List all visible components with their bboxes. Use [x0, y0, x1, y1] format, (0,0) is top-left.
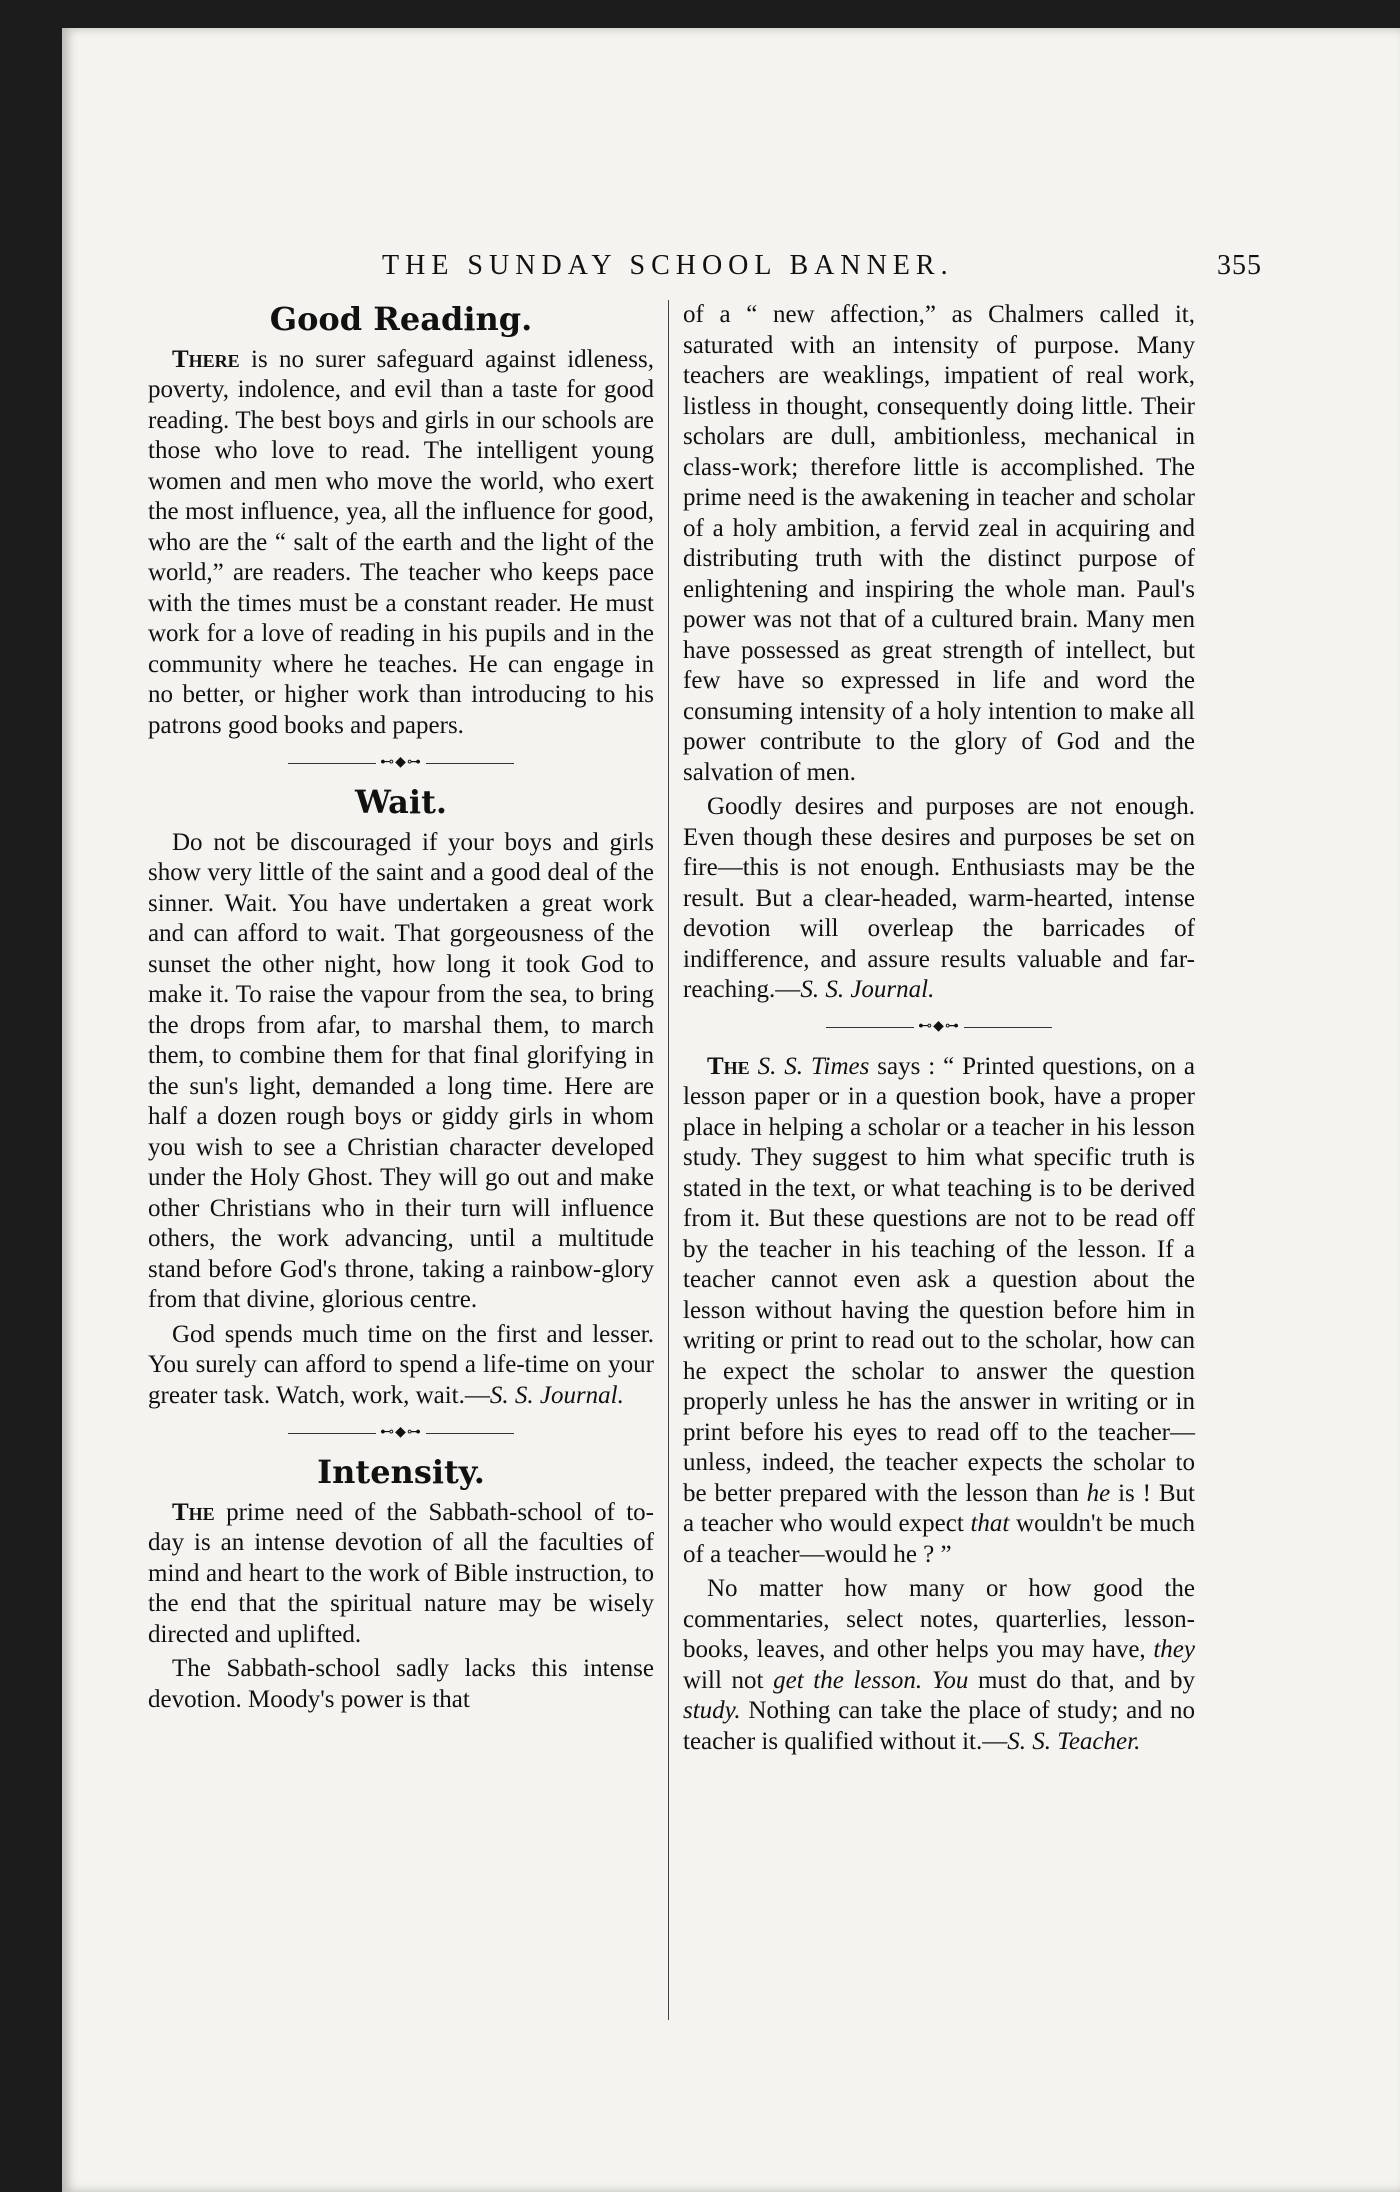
article-intensity [148, 1453, 654, 1715]
paragraph-text: must do that, and by [968, 1666, 1195, 1694]
paragraph-text: wouldn't be much of a teacher—would he ? ” [683, 1510, 1195, 1568]
article-paragraph [683, 1574, 1195, 1757]
ornament-glyph: ⊷◆⊶ [918, 1019, 960, 1035]
article-wait [148, 783, 654, 1411]
ornament-rule [826, 1027, 914, 1028]
article-paragraph [148, 345, 654, 742]
article-paragraph: Do not be discouraged if your boys and girls show very little of the saint and a good deal of the sinner. Wait. You have undertaken a great work and can afford to wait. That gorgeousness of the sunset the other night, how long it took God to make it. To raise the vapour from the sea, to bring the drops from afar, to marshal them, to march them, to combine them for that final glorifying in the sun's light, demanded a long time. Here are half a dozen rough boys or giddy girls in whom you wish to see a Christian character developed under the Holy Ghost. They will go out and make other Christians who in their turn will influence others, the work advancing, until a multitude stand before God's throne, taking a rainbow-glory from that divine, glorious centre. [148, 828, 654, 1313]
paper-name: S. S. Times [757, 1052, 870, 1080]
source-citation: S. S. Teacher. [1007, 1727, 1141, 1755]
emphasis: You [931, 1666, 969, 1694]
article-paragraph [683, 792, 1195, 1006]
ornament-rule [426, 1433, 514, 1434]
article-paragraph: The Sabbath-school sadly lacks this intense devotion. Moody's power is that [148, 1655, 654, 1713]
paragraph-text: will not [683, 1666, 774, 1694]
right-column [683, 300, 1195, 1757]
ornament-glyph: ⊷◆⊶ [380, 754, 422, 770]
paragraph-text: “ Printed questions, on a lesson paper or in a question book, have a proper place in helping a scholar or a teacher in his lesson study. They suggest to him what specific truth is stated in the text, or what teaching is to be derived from it. But these questions are not to be read off by the teacher in his teaching of the lesson. If a teacher cannot even ask a question about the lesson without having the question before him in writing or print to read out to the scholar, how can he expect the scholar to answer the question properly unless he has the answer in writing or in print before his eyes to read off to the teacher—unless, indeed, the teacher expects the scholar to be better prepared with the lesson than [683, 1052, 1195, 1507]
paragraph-text: is no surer safeguard against idleness, poverty, indolence, and evil than a taste for good reading. The best boys and girls in our schools are those who love to read. The intelligent young women and men who move the world, who exert the most influence, yea, all the influence for good, who are the “ salt of the earth and the light of the world,” are readers. The teacher who keeps pace with the times must be a constant reader. He must work for a love of reading in his pupils and in the community where he teaches. He can engage in no better, or higher work than introducing to his patrons good books and papers. [148, 345, 654, 739]
article-title: Intensity. [317, 1453, 485, 1491]
publication-title: THE SUNDAY SCHOOL BANNER. [382, 250, 954, 281]
article-good-reading [148, 300, 654, 741]
article-title: Good Reading. [269, 300, 533, 338]
section-ornament [683, 1020, 1195, 1036]
paragraph-text: God spends much time on the first and lesser. You surely can afford to spend a life-time on your greater task. Watch, work, wait.— [148, 1320, 654, 1409]
article-title: Wait. [355, 783, 447, 821]
emphasis: he [1086, 1479, 1111, 1507]
paragraph-text: Nothing can take the place of study; and no teacher is qualified without it.— [683, 1697, 1195, 1755]
paragraph-text: is ! But a teacher who would expect [683, 1479, 1195, 1537]
column-divider [668, 300, 669, 2020]
source-citation: S. S. Journal. [489, 1381, 624, 1409]
lead-word: The [172, 1498, 215, 1526]
article-paragraph [148, 1498, 654, 1651]
ornament-rule [426, 763, 514, 764]
ornament-rule [288, 1433, 376, 1434]
paragraph-text: Goodly desires and purposes are not enough. Even though these desires and purposes be set on fire—this is not enough. Enthusiasts may be the result. But a clear-headed, warm-hearted, intense devotion will overleap the barricades of indifference, and assure results valuable and far-reaching.— [683, 793, 1195, 1003]
article-paragraph: of a “ new affection,” as Chalmers called it, saturated with an intensity of purpose. Many teachers are weaklings, impatient of real work, listless in thought, consequently doing little. Their scholars are dull, ambitionless, mechanical in class-work; therefore little is accomplished. The prime need is the awakening in teacher and scholar of a holy ambition, a fervid zeal in acquiring and distributing truth with the distinct purpose of enlightening and inspiring the whole man. Paul's power was not that of a cultured brain. Many men have possessed as great strength of intellect, but few have so expressed in life and word the consuming intensity of a holy intention to make all power contribute to the glory of God and the salvation of men. [683, 301, 1195, 786]
emphasis: study. [683, 1697, 741, 1724]
page-number: 355 [1217, 250, 1262, 281]
left-column [148, 300, 654, 1715]
emphasis: that [970, 1510, 1010, 1537]
lead-word: There [172, 345, 240, 373]
article-paragraph [148, 1320, 654, 1412]
ornament-rule [288, 763, 376, 764]
ornament-rule [964, 1027, 1052, 1028]
article-paragraph [683, 1052, 1195, 1571]
ornament-glyph: ⊷◆⊶ [380, 1424, 422, 1440]
paragraph-text: says : [869, 1052, 944, 1080]
paragraph-text: No matter how many or how good the commentaries, select notes, quarterlies, lesson-books, leaves, and other helps you may have, [683, 1575, 1195, 1663]
lead-word: The [707, 1052, 750, 1080]
emphasis: get the lesson. [773, 1666, 923, 1694]
source-citation: S. S. Journal. [800, 976, 935, 1003]
emphasis: they [1153, 1636, 1195, 1663]
section-ornament [148, 755, 654, 771]
section-ornament [148, 1425, 654, 1441]
paragraph-text: prime need of the Sabbath-school of to-day is an intense devotion of all the faculties of mind and heart to the work of Bible instruction, to the end that the spiritual nature may be wisely directed and uplifted. [148, 1498, 654, 1648]
